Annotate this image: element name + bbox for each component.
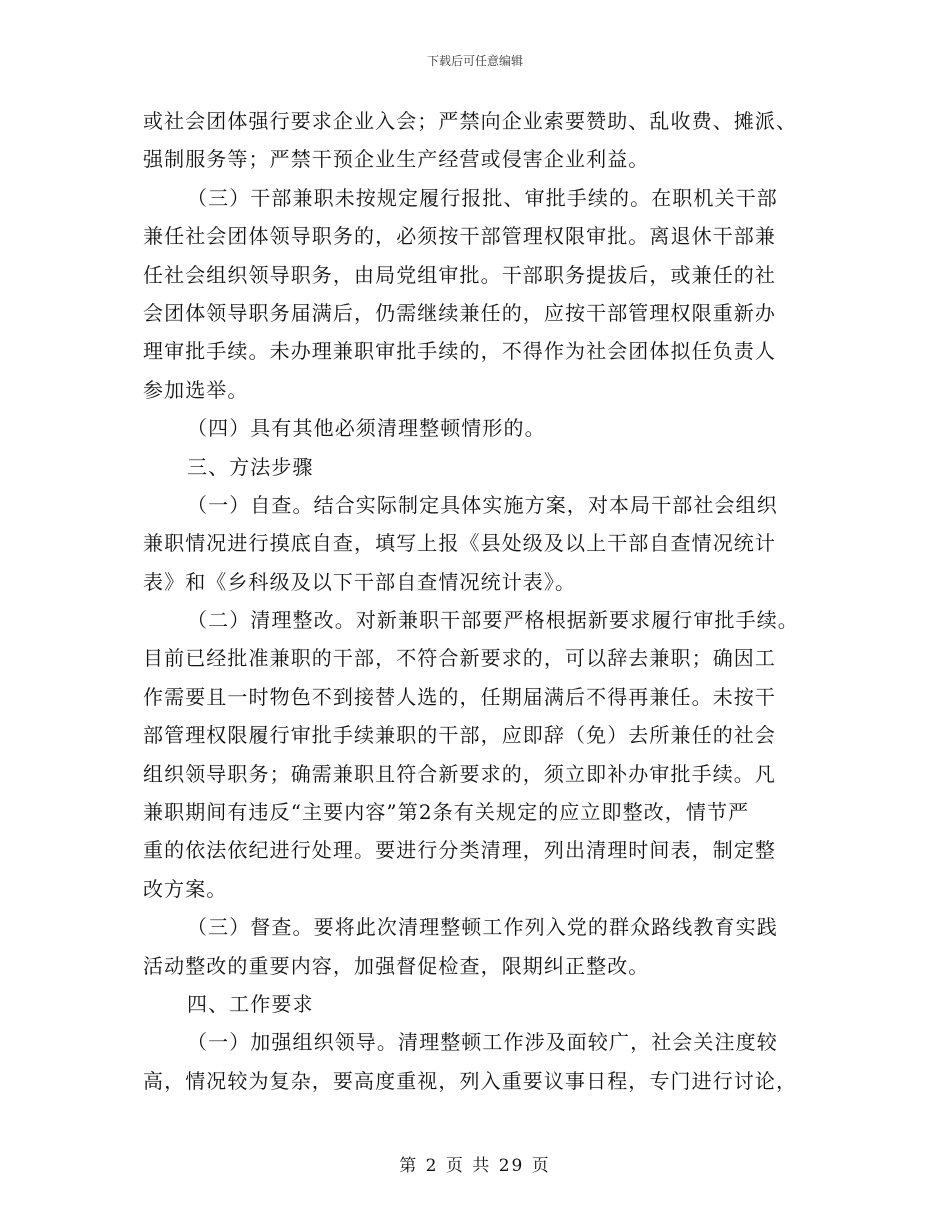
text-line: 会团体领导职务届满后，仍需继续兼任的，应按干部管理权限重新办 <box>143 300 776 325</box>
text-line: 理审批手续。未办理兼职审批手续的，不得作为社会团体拟任负责人 <box>143 339 776 364</box>
page-number-footer: 第 2 页 共 29 页 <box>399 1156 551 1176</box>
text-line: 部管理权限履行审批手续兼职的干部，应即辞（免）去所兼任的社会 <box>143 723 776 748</box>
document-body <box>143 102 803 1100</box>
text-line: 组织领导职务；确需兼职且符合新要求的，须立即补办审批手续。凡 <box>143 761 776 786</box>
text-line: 三、方法步骤 <box>187 454 314 479</box>
text-line: 强制服务等；严禁干预企业生产经营或侵害企业利益。 <box>143 147 650 172</box>
text-line: 兼职情况进行摸底自查，填写上报《县处级及以上干部自查情况统计 <box>143 531 776 556</box>
text-line: 作需要且一时物色不到接替人选的，任期届满后不得再兼任。未按干 <box>143 684 776 709</box>
text-line: 活动整改的重要内容，加强督促检查，限期纠正整改。 <box>143 953 650 978</box>
text-line: （三）干部兼职未按规定履行报批、审批手续的。在职机关干部 <box>187 185 778 210</box>
text-line: 兼职期间有违反“主要内容”第2条有关规定的应立即整改，情节严 <box>143 800 750 825</box>
text-line: 或社会团体强行要求企业入会；严禁向企业索要赞助、乱收费、摊派、 <box>143 109 798 133</box>
text-line: （一）加强组织领导。清理整顿工作涉及面较广，社会关注度较 <box>187 1030 778 1055</box>
page-header: 下载后可任意编辑 <box>426 54 523 68</box>
text-line: 高，情况较为复杂，要高度重视，列入重要议事日程，专门进行讨论， <box>143 1068 798 1093</box>
text-line: 四、工作要求 <box>187 991 314 1016</box>
text-line: （一）自查。结合实际制定具体实施方案，对本局干部社会组织 <box>187 492 778 517</box>
text-line: 改方案。 <box>143 876 228 901</box>
text-line: （二）清理整改。对新兼职干部要严格根据新要求履行审批手续。 <box>187 608 799 633</box>
text-line: 任社会组织领导职务，由局党组审批。干部职务提拔后，或兼任的社 <box>143 262 776 287</box>
text-line: 重的依法依纪进行处理。要进行分类清理，列出清理时间表，制定整 <box>143 838 776 863</box>
text-line: 表》和《乡科级及以下干部自查情况统计表》。 <box>143 569 577 594</box>
text-line: （三）督查。要将此次清理整顿工作列入党的群众路线教育实践 <box>187 915 778 940</box>
text-line: 参加选举。 <box>143 377 249 402</box>
text-line: 目前已经批准兼职的干部，不符合新要求的，可以辞去兼职；确因工 <box>143 646 776 671</box>
text-line: 兼任社会团体领导职务的，必须按干部管理权限审批。离退休干部兼 <box>143 224 776 249</box>
text-line: （四）具有其他必须清理整顿情形的。 <box>187 416 546 441</box>
